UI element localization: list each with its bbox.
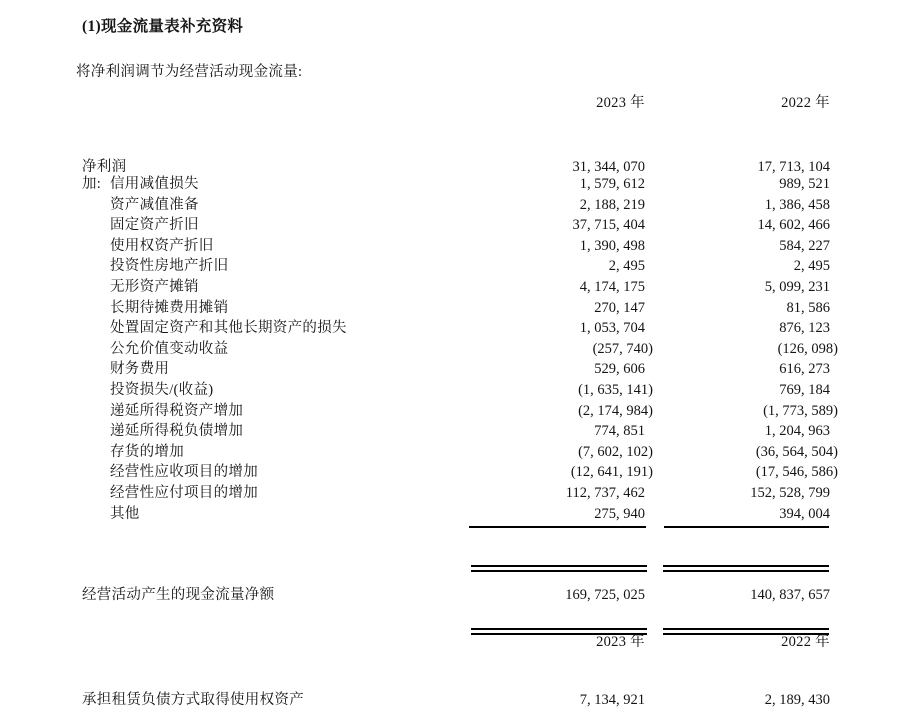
table-row bbox=[0, 298, 918, 319]
value-2022: 81, 586 bbox=[786, 299, 830, 316]
net-cash-flow-row bbox=[0, 585, 918, 606]
value-2022: 1, 204, 963 bbox=[764, 423, 830, 440]
table-row bbox=[0, 277, 918, 298]
value-2023: 774, 851 bbox=[594, 423, 645, 440]
value-2023: 2, 495 bbox=[608, 258, 645, 275]
value-2022: 152, 528, 799 bbox=[750, 484, 830, 501]
subtotal-rule-2022 bbox=[664, 526, 829, 528]
value-2022: 584, 227 bbox=[779, 237, 830, 254]
year-header-2022: 2022 年 bbox=[781, 95, 830, 111]
value-2023: (12, 641, 191) bbox=[570, 464, 653, 481]
row-label: 递延所得税负债增加 bbox=[110, 423, 244, 440]
row-label: 投资损失/(收益) bbox=[110, 381, 214, 398]
lease-assets-row bbox=[0, 690, 918, 711]
year-header-2023: 2023 年 bbox=[596, 95, 645, 111]
value-2022: (36, 564, 504) bbox=[755, 443, 838, 460]
value-2023: 2, 188, 219 bbox=[579, 196, 645, 213]
lease-double-rule-2023 bbox=[471, 628, 647, 635]
row-label: 固定资产折旧 bbox=[110, 217, 199, 234]
value-2022: 17, 713, 104 bbox=[757, 158, 830, 175]
value-2023: 1, 390, 498 bbox=[579, 237, 645, 254]
value-2023: (1, 635, 141) bbox=[578, 381, 653, 398]
row-label: 投资性房地产折旧 bbox=[110, 258, 229, 275]
value-2023: (257, 740) bbox=[592, 340, 653, 357]
table-row bbox=[0, 236, 918, 257]
value-2022: 876, 123 bbox=[779, 320, 830, 337]
row-label: 使用权资产折旧 bbox=[110, 237, 214, 254]
value-2022: (17, 546, 586) bbox=[755, 464, 838, 481]
adjustment-rows bbox=[0, 174, 918, 524]
value-2023: 112, 737, 462 bbox=[565, 484, 645, 501]
row-label: 资产减值准备 bbox=[110, 196, 199, 213]
value-2022: 1, 386, 458 bbox=[764, 196, 830, 213]
table-row bbox=[0, 256, 918, 277]
section-subtitle: 将净利润调节为经营活动现金流量: bbox=[76, 64, 303, 80]
table-row bbox=[0, 462, 918, 483]
value-2023: 37, 715, 404 bbox=[572, 217, 645, 234]
value-2022: 394, 004 bbox=[779, 505, 830, 522]
row-label: 处置固定资产和其他长期资产的损失 bbox=[110, 320, 347, 337]
row-label: 经营活动产生的现金流量净额 bbox=[82, 587, 275, 604]
row-label: 无形资产摊销 bbox=[110, 278, 199, 295]
year-header-2023: 2023 年 bbox=[596, 633, 645, 650]
total-double-rule-2023 bbox=[471, 565, 647, 572]
table-row bbox=[0, 483, 918, 504]
table-row bbox=[0, 421, 918, 442]
subtotal-rule-2023 bbox=[469, 526, 646, 528]
year-header-2022: 2022 年 bbox=[781, 633, 830, 650]
value-2023: 529, 606 bbox=[594, 361, 645, 378]
row-label: 净利润 bbox=[82, 158, 127, 175]
table-row bbox=[0, 442, 918, 463]
value-2023: (2, 174, 984) bbox=[578, 402, 653, 419]
row-label: 承担租赁负债方式取得使用权资产 bbox=[82, 692, 304, 709]
value-2023: (7, 602, 102) bbox=[578, 443, 653, 460]
value-2023: 1, 579, 612 bbox=[579, 176, 645, 192]
value-2023: 169, 725, 025 bbox=[565, 587, 645, 604]
page-title: (1)现金流量表补充资料 bbox=[82, 18, 244, 35]
value-2022: 14, 602, 466 bbox=[757, 217, 830, 234]
row-label: 存货的增加 bbox=[110, 443, 184, 460]
column-headers bbox=[0, 93, 918, 114]
table-row bbox=[0, 174, 918, 195]
lease-double-rule-2022 bbox=[663, 628, 829, 635]
value-2022: 140, 837, 657 bbox=[750, 587, 830, 604]
value-2023: 31, 344, 070 bbox=[572, 158, 645, 175]
row-label: 公允价值变动收益 bbox=[110, 340, 229, 357]
table-row bbox=[0, 504, 918, 525]
row-label: 递延所得税资产增加 bbox=[110, 402, 244, 419]
value-2022: 2, 495 bbox=[793, 258, 830, 275]
value-2022: (126, 098) bbox=[777, 340, 838, 357]
table-row bbox=[0, 318, 918, 339]
table-row bbox=[0, 339, 918, 360]
total-double-rule-2022 bbox=[663, 565, 829, 572]
row-label: 财务费用 bbox=[110, 361, 170, 378]
value-2022: 616, 273 bbox=[779, 361, 830, 378]
value-2023: 1, 053, 704 bbox=[579, 320, 645, 337]
table-row bbox=[0, 215, 918, 236]
table-row bbox=[0, 359, 918, 380]
value-2023: 270, 147 bbox=[594, 299, 645, 316]
row-label: 信用减值损失 bbox=[110, 176, 199, 192]
table-row bbox=[0, 401, 918, 422]
value-2022: 989, 521 bbox=[779, 176, 830, 192]
value-2022: 769, 184 bbox=[779, 381, 830, 398]
value-2022: 5, 099, 231 bbox=[764, 278, 830, 295]
value-2023: 7, 134, 921 bbox=[579, 692, 645, 709]
row-label: 其他 bbox=[110, 505, 140, 522]
value-2022: (1, 773, 589) bbox=[763, 402, 838, 419]
row-label: 经营性应付项目的增加 bbox=[110, 484, 258, 501]
row-label: 长期待摊费用摊销 bbox=[110, 299, 229, 316]
table-row bbox=[0, 195, 918, 216]
value-2023: 4, 174, 175 bbox=[579, 278, 645, 295]
table-row bbox=[0, 380, 918, 401]
value-2023: 275, 940 bbox=[594, 505, 645, 522]
value-2022: 2, 189, 430 bbox=[764, 692, 830, 709]
row-label: 经营性应收项目的增加 bbox=[110, 464, 258, 481]
row-prefix: 加: bbox=[82, 176, 102, 192]
